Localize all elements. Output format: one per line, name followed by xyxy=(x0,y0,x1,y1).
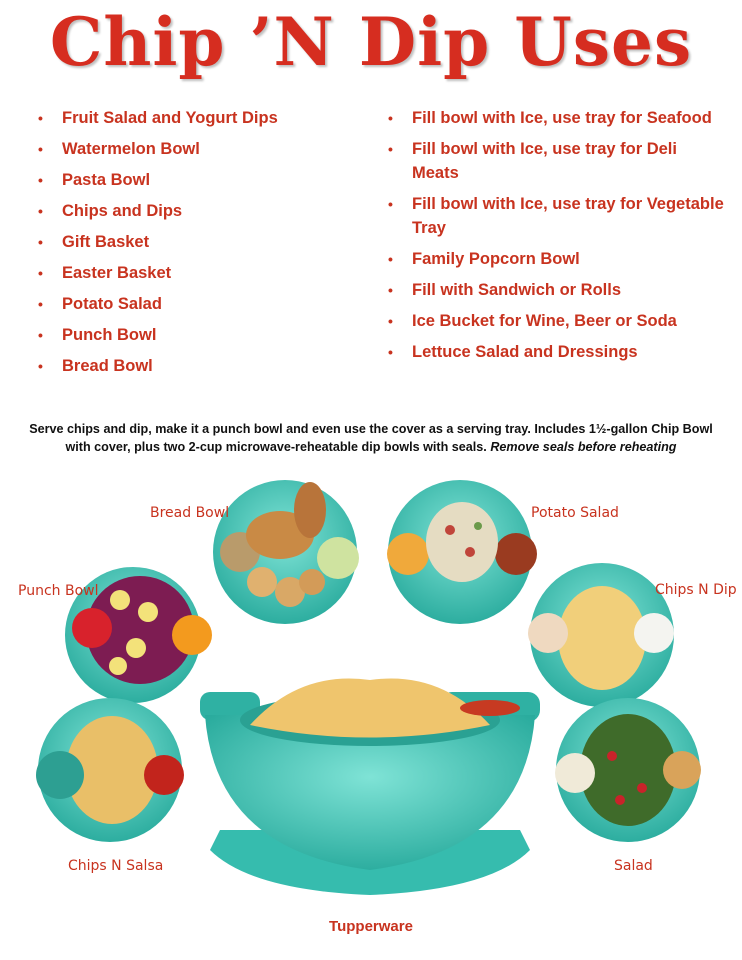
list-item: • Potato Salad xyxy=(36,292,356,316)
caption-bread-bowl: Bread Bowl xyxy=(150,505,230,521)
bullet-icon: • xyxy=(38,234,43,250)
list-item: • Bread Bowl xyxy=(36,354,356,378)
list-item: • Watermelon Bowl xyxy=(36,137,356,161)
list-item: • Lettuce Salad and Dressings xyxy=(386,340,726,364)
uses-list-right xyxy=(386,106,726,371)
bullet-icon: • xyxy=(388,313,393,329)
caption-punch-bowl: Punch Bowl xyxy=(18,583,99,599)
product-description: Serve chips and dip, make it a punch bowl and even use the cover as a serving tray. Includes 1½-gallon Chip Bowl with cover, plus two 2-cup microwave-reheatable dip bowls with seals. Remove seals before reheating xyxy=(29,422,713,454)
bullet-icon: • xyxy=(388,141,393,157)
bullet-icon: • xyxy=(388,110,393,126)
list-item: • Fruit Salad and Yogurt Dips xyxy=(36,106,356,130)
chips-n-dip-tray xyxy=(528,563,674,707)
bullet-icon: • xyxy=(388,196,393,212)
list-item: • Fill bowl with Ice, use tray for Vegetable Tray xyxy=(386,192,726,240)
brand-name: Tupperware xyxy=(329,918,413,935)
list-item: • Chips and Dips xyxy=(36,199,356,223)
list-item: • Easter Basket xyxy=(36,261,356,285)
caption-chips-n-salsa: Chips N Salsa xyxy=(68,858,164,874)
bullet-icon: • xyxy=(388,282,393,298)
bullet-icon: • xyxy=(388,251,393,267)
list-item: • Fill bowl with Ice, use tray for Seafood xyxy=(386,106,726,130)
bullet-icon: • xyxy=(38,141,43,157)
salad-tray xyxy=(555,698,701,842)
chips-n-salsa-tray xyxy=(36,698,184,842)
bullet-icon: • xyxy=(38,172,43,188)
list-item: • Punch Bowl xyxy=(36,323,356,347)
uses-list-left xyxy=(36,106,356,385)
bullet-icon: • xyxy=(38,265,43,281)
bullet-icon: • xyxy=(38,327,43,343)
reheat-note: Remove seals before reheating xyxy=(490,440,677,454)
caption-salad: Salad xyxy=(614,858,653,874)
main-chip-bowl xyxy=(200,678,540,895)
bullet-icon: • xyxy=(38,203,43,219)
caption-potato-salad: Potato Salad xyxy=(531,505,619,521)
caption-chips-n-dip: Chips N Dip xyxy=(655,582,737,598)
list-item: • Family Popcorn Bowl xyxy=(386,247,726,271)
bullet-icon: • xyxy=(38,358,43,374)
bread-bowl-tray xyxy=(213,480,359,624)
page-title: Chip ’N Dip Uses xyxy=(49,3,693,81)
list-item: • Fill bowl with Ice, use tray for Deli Meats xyxy=(386,137,726,185)
potato-salad-tray xyxy=(387,480,537,624)
bullet-icon: • xyxy=(38,110,43,126)
bullet-icon: • xyxy=(388,344,393,360)
bullet-icon: • xyxy=(38,296,43,312)
product-illustration xyxy=(0,470,742,910)
list-item: • Gift Basket xyxy=(36,230,356,254)
list-item: • Ice Bucket for Wine, Beer or Soda xyxy=(386,309,726,333)
list-item: • Fill with Sandwich or Rolls xyxy=(386,278,726,302)
list-item: • Pasta Bowl xyxy=(36,168,356,192)
